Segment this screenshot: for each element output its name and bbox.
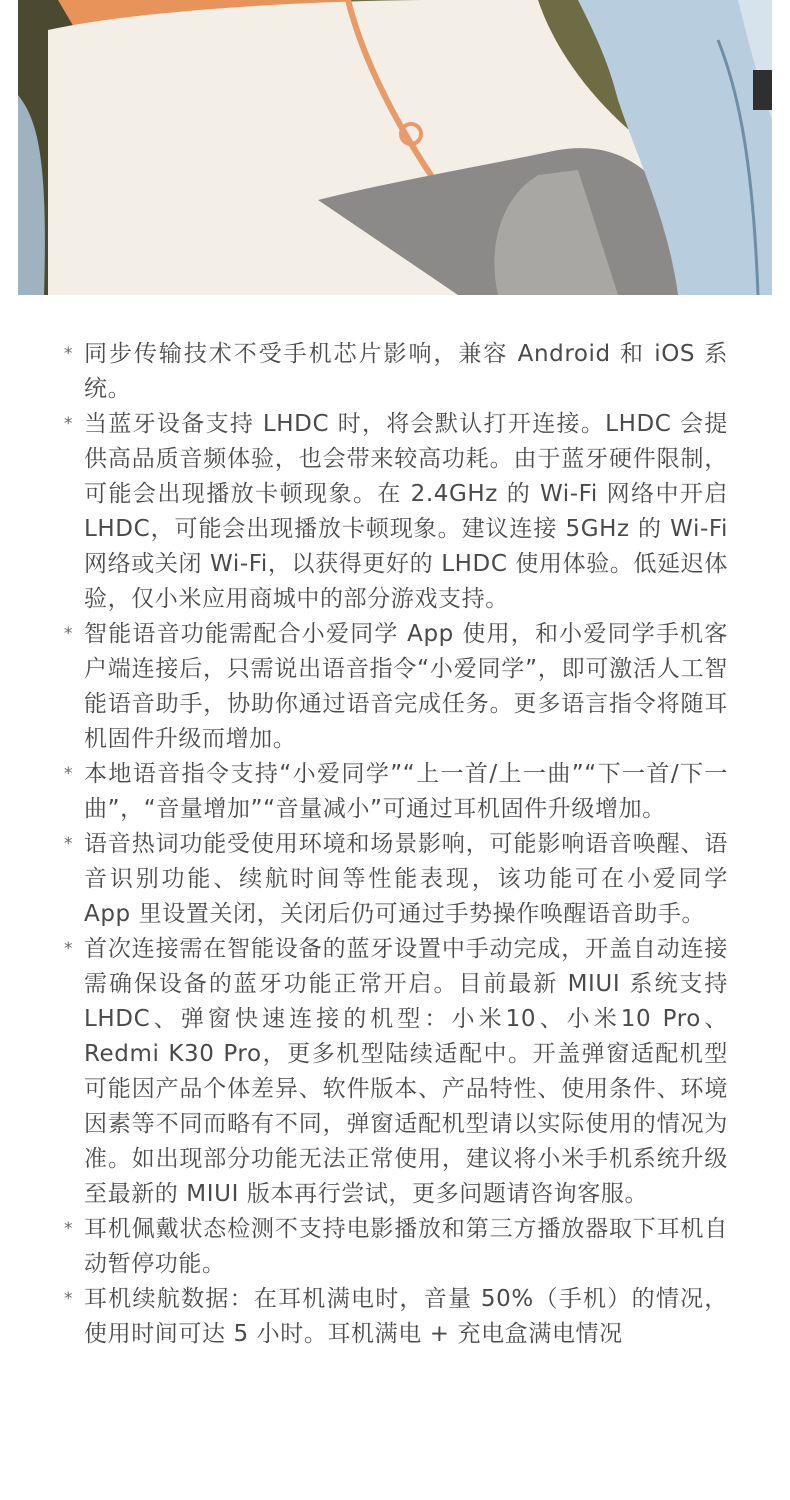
note-text: 耳机续航数据：在耳机满电时，音量 50%（手机）的情况，使用时间可达 5 小时。耳机满电 + 充电盒满电情况: [84, 1286, 728, 1347]
bullet-asterisk: *: [64, 414, 74, 434]
note-text: 智能语音功能需配合小爱同学 App 使用，和小爱同学手机客户端连接后，只需说出语音指令“小爱同学”，即可激活人工智能语音助手，协助你通过语音完成任务。更多语言指令将随耳机固件升级而增加。: [84, 621, 728, 752]
note-item: [64, 1212, 728, 1282]
bullet-asterisk: *: [64, 344, 74, 364]
note-item: [64, 757, 728, 827]
note-item: [64, 407, 728, 617]
note-item: [64, 337, 728, 407]
photo-illustration: [18, 0, 772, 295]
note-text: 耳机佩戴状态检测不支持电影播放和第三方播放器取下耳机自动暂停功能。: [84, 1216, 728, 1277]
note-text: 首次连接需在智能设备的蓝牙设置中手动完成，开盖自动连接需确保设备的蓝牙功能正常开启。目前最新 MIUI 系统支持 LHDC、弹窗快速连接的机型：小米10、小米10 Pro、Redmi K30 Pro，更多机型陆续适配中。开盖弹窗适配机型可能因产品个体差异、软件版本、产品特性、使用条件、环境因素等不同而略有不同，弹窗适配机型请以实际使用的情况为准。如出现部分功能无法正常使用，建议将小米手机系统升级至最新的 MIUI 版本再行尝试，更多问题请咨询客服。: [84, 936, 728, 1207]
bullet-asterisk: *: [64, 1289, 74, 1309]
note-item: [64, 1282, 728, 1352]
bullet-asterisk: *: [64, 834, 74, 854]
note-item: [64, 932, 728, 1212]
note-text: 当蓝牙设备支持 LHDC 时，将会默认打开连接。LHDC 会提供高品质音频体验，也会带来较高功耗。由于蓝牙硬件限制，可能会出现播放卡顿现象。在 2.4GHz 的 Wi-Fi 网络中开启 LHDC，可能会出现播放卡顿现象。建议连接 5GHz 的 Wi-Fi 网络或关闭 Wi-Fi，以获得更好的 LHDC 使用体验。低延迟体验，仅小米应用商城中的部分游戏支持。: [84, 411, 728, 612]
note-item: [64, 827, 728, 932]
bullet-asterisk: *: [64, 764, 74, 784]
product-notes-list: [64, 337, 728, 1352]
bullet-asterisk: *: [64, 939, 74, 959]
product-lifestyle-photo: [18, 0, 772, 295]
note-item: [64, 617, 728, 757]
note-text: 同步传输技术不受手机芯片影响，兼容 Android 和 iOS 系统。: [84, 341, 728, 402]
note-text: 语音热词功能受使用环境和场景影响，可能影响语音唤醒、语音识别功能、续航时间等性能表现，该功能可在小爱同学 App 里设置关闭，关闭后仍可通过手势操作唤醒语音助手。: [84, 831, 728, 927]
bullet-asterisk: *: [64, 624, 74, 644]
bullet-asterisk: *: [64, 1219, 74, 1239]
note-text: 本地语音指令支持“小爱同学”“上一首/上一曲”“下一首/下一曲”，“音量增加”“音量减小”可通过耳机固件升级增加。: [84, 761, 728, 822]
